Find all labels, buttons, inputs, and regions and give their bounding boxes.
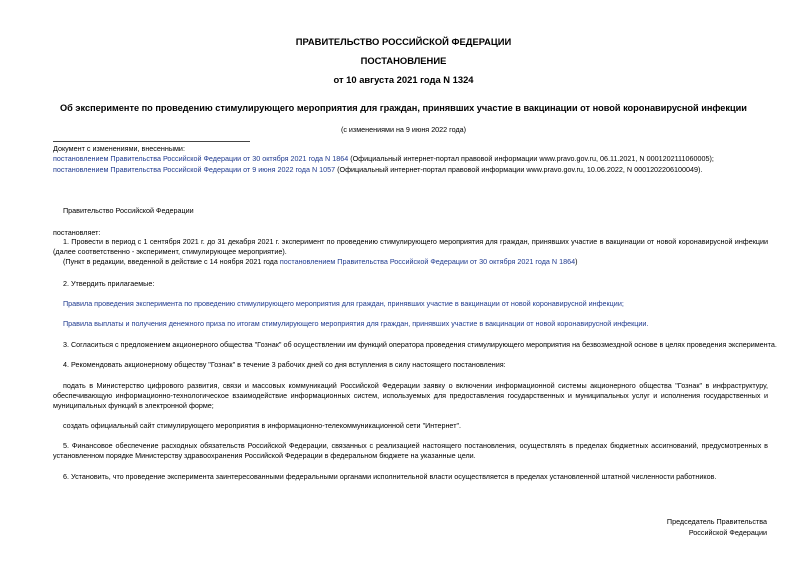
paragraph-3: 3. Согласиться с предложением акционерного общества "Гознак" об осуществлении им функций оператора проведения стимулирующего мероприятия на безвозмездной основе в целях проведения эксперимента.	[63, 340, 777, 349]
note-suffix: )	[575, 257, 578, 266]
government-line: Правительство Российской Федерации	[63, 206, 194, 215]
amendment-link[interactable]: постановлением Правительства Российской Федерации от 30 октября 2021 года N 1864	[53, 154, 349, 163]
amendment-source: (Официальный интернет-портал правовой информации www.pravo.gov.ru, 06.11.2021, N 0001202111060005);	[348, 154, 714, 163]
org-heading: ПРАВИТЕЛЬСТВО РОССИЙСКОЙ ФЕДЕРАЦИИ	[295, 36, 512, 47]
paragraph-1-note	[63, 258, 577, 265]
decrees-line: постановляет:	[53, 228, 101, 237]
amendments-intro: Документ с изменениями, внесенными:	[53, 144, 185, 153]
amendment-item	[53, 166, 702, 173]
note-link[interactable]: постановлением Правительства Российской Федерации от 30 октября 2021 года N 1864	[279, 257, 576, 266]
paragraph-5-text: 5. Финансовое обеспечение расходных обязательств Российской Федерации, связанных с реализацией настоящего постановления, осуществлять в пределах бюджетных ассигнований, предусмотренных в установленном порядке Министерству здравоохранения Российской Федерации в федеральном бюджете на указанные цели.	[53, 441, 768, 460]
amendment-source: (Официальный интернет-портал правовой информации www.pravo.gov.ru, 10.06.2022, N 0001202206100049).	[335, 165, 703, 174]
paragraph-4a-text: подать в Министерство цифрового развития, связи и массовых коммуникаций Российской Федерации заявку о включении информационной системы акционерного общества "Гознак" в инфраструктуру, обеспечивающую информационно-технологическое взаимодействие информационных систем, используемых для предоставления государственных и муниципальных услуг и исполнения государственных и муниципальных функций в электронной форме;	[53, 381, 768, 410]
paragraph-5	[53, 441, 768, 461]
paragraph-2: 2. Утвердить прилагаемые:	[63, 279, 155, 288]
amendment-item	[53, 155, 714, 162]
paragraph-4a	[53, 381, 768, 411]
paragraph-4b: создать официальный сайт стимулирующего мероприятия в информационно-телекоммуникационной сети "Интернет".	[63, 421, 462, 430]
amendment-link[interactable]: постановлением Правительства Российской Федерации от 9 июня 2022 года N 1057	[53, 165, 336, 174]
paragraph-1-text: 1. Провести в период с 1 сентября 2021 г. до 31 декабря 2021 г. эксперимент по проведению стимулирующего мероприятия для граждан, принявших участие в вакцинации от новой коронавирусной инфекции (далее соответственно - эксперимент, стимулирующее мероприятие).	[53, 237, 768, 256]
document-title: Об эксперименте по проведению стимулирующего мероприятия для граждан, принявших участие в вакцинации от новой коронавирусной инфекции	[60, 103, 747, 113]
rules-link-2[interactable]: Правила выплаты и получения денежного приза по итогам стимулирующего мероприятия для граждан, принявших участие в вакцинации от новой коронавирусной инфекции.	[63, 319, 649, 328]
rules-link-1[interactable]: Правила проведения эксперимента по проведению стимулирующего мероприятия для граждан, принявших участие в вакцинации от новой коронавирусной инфекции;	[63, 299, 624, 308]
signature-title: Председатель Правительства	[666, 517, 767, 526]
changes-note: (с изменениями на 9 июня 2022 года)	[340, 125, 467, 134]
divider	[53, 141, 250, 142]
paragraph-6: 6. Установить, что проведение эксперимента заинтересованными федеральными органами исполнительной власти осуществляется в пределах установленной штатной численности работников.	[63, 472, 717, 481]
paragraph-1	[53, 237, 768, 257]
doc-type-heading: ПОСТАНОВЛЕНИЕ	[360, 55, 447, 66]
paragraph-4: 4. Рекомендовать акционерному обществу "Гознак" в течение 3 рабочих дней со дня вступления в силу настоящего постановления:	[63, 360, 506, 369]
date-number-heading: от 10 августа 2021 года N 1324	[333, 74, 474, 85]
note-prefix: (Пункт в редакции, введенной в действие с 14 ноября 2021 года	[63, 257, 280, 266]
signature-body: Российской Федерации	[688, 528, 767, 537]
